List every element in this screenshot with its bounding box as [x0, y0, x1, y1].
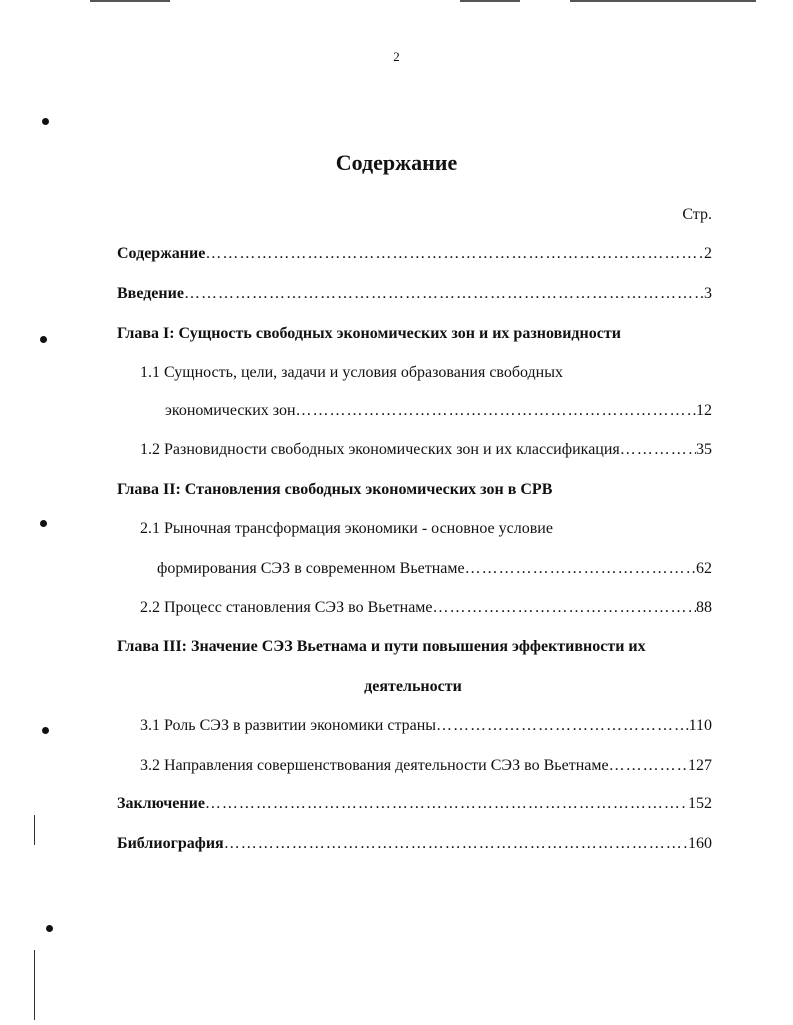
- scan-edge-line: [460, 0, 520, 2]
- toc-entry-3-1[interactable]: [140, 717, 712, 739]
- toc-entry-bibliography[interactable]: [117, 835, 712, 857]
- toc-page-number: 160: [688, 835, 712, 852]
- dot-leader: [436, 717, 689, 735]
- scan-edge-line: [570, 0, 756, 2]
- toc-entry-2-1[interactable]: [157, 560, 712, 582]
- page-column-label: Стр.: [682, 206, 712, 223]
- page-title: Содержание: [335, 150, 458, 175]
- toc-entry-label: Введение: [117, 285, 184, 302]
- toc-chapter-3-heading[interactable]: Глава III: Значение СЭЗ Вьетнама и пути повышения эффективности их: [117, 638, 646, 655]
- toc-entry-label: экономических зон: [165, 402, 296, 419]
- toc-entry-label: Заключение: [117, 795, 205, 812]
- dot-leader: [205, 245, 704, 263]
- toc-page-number: 110: [688, 717, 712, 734]
- toc-entry-label: 3.1 Роль СЭЗ в развитии экономики страны: [140, 717, 437, 734]
- toc-entry-2-2[interactable]: [140, 599, 712, 621]
- margin-mark: [40, 336, 47, 343]
- toc-entry-1-1[interactable]: [165, 402, 712, 424]
- toc-page-number: 62: [696, 560, 712, 577]
- toc-entry-label: 3.2 Направления совершенствования деятельности СЭЗ во Вьетнаме: [140, 757, 609, 774]
- toc-chapter-3-heading-cont[interactable]: деятельности: [364, 678, 462, 695]
- toc-page-number: 2: [704, 245, 712, 262]
- dot-leader: [205, 795, 688, 813]
- toc-entry-label: формирования СЭЗ в современном Вьетнаме: [157, 560, 465, 577]
- toc-entry-label: 1.2 Разновидности свободных экономических зон и их классификация: [140, 441, 620, 458]
- scan-edge-line: [90, 0, 170, 2]
- toc-entry-contents[interactable]: [117, 245, 712, 267]
- dot-leader: [296, 402, 696, 420]
- dot-leader: [184, 285, 704, 303]
- toc-page-number: 88: [696, 599, 712, 616]
- toc-entry-1-2[interactable]: [140, 441, 712, 463]
- toc-page-number: 152: [688, 795, 712, 812]
- toc-entry-1-1-line1[interactable]: 1.1 Сущность, цели, задачи и условия образования свободных: [140, 364, 563, 381]
- margin-mark: [42, 118, 49, 125]
- toc-entry-3-2[interactable]: [140, 757, 712, 779]
- toc-page-number: 127: [688, 757, 712, 774]
- toc-entry-label: Библиография: [117, 835, 224, 852]
- margin-mark: [46, 925, 53, 932]
- toc-entry-label: Содержание: [117, 245, 206, 262]
- dot-leader: [224, 835, 688, 853]
- toc-chapter-1-heading[interactable]: Глава I: Сущность свободных экономических зон и их разновидности: [117, 325, 621, 342]
- toc-chapter-2-heading[interactable]: Глава II: Становления свободных экономических зон в СРВ: [117, 481, 553, 498]
- toc-page-number: 35: [696, 441, 712, 458]
- dot-leader: [620, 441, 696, 459]
- page-number: 2: [393, 49, 400, 64]
- margin-mark: [34, 815, 35, 845]
- dot-leader: [609, 757, 688, 775]
- dot-leader: [465, 560, 696, 578]
- toc-entry-intro[interactable]: [117, 285, 712, 307]
- toc-entry-label: 2.2 Процесс становления СЭЗ во Вьетнаме: [140, 599, 433, 616]
- toc-page-number: 3: [704, 285, 712, 302]
- toc-page-number: 12: [696, 402, 712, 419]
- margin-mark: [34, 950, 35, 1020]
- toc-entry-conclusion[interactable]: [117, 795, 712, 817]
- margin-mark: [42, 727, 49, 734]
- dot-leader: [433, 599, 696, 617]
- toc-entry-2-1-line1[interactable]: 2.1 Рыночная трансформация экономики - основное условие: [140, 520, 553, 537]
- margin-mark: [40, 520, 47, 527]
